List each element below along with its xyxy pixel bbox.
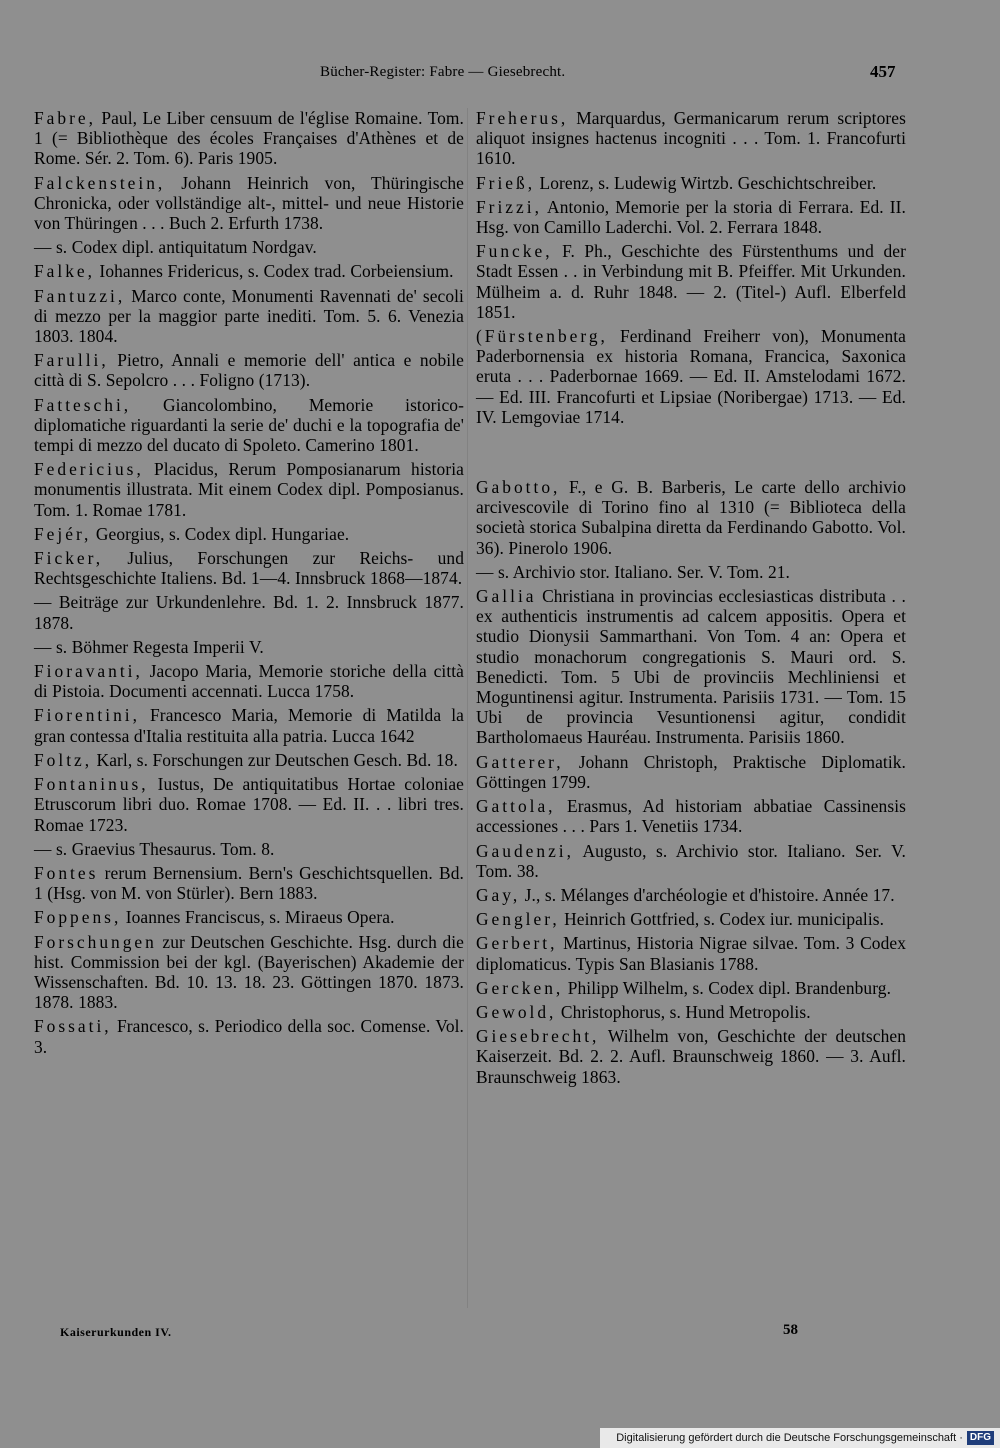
- register-entry: [476, 885, 906, 905]
- register-entry: [34, 637, 464, 657]
- entry-text: — s. Codex dipl. antiquitatum Nordgav.: [34, 237, 317, 258]
- register-entry: [476, 586, 906, 748]
- entry-heading: Fabre,: [34, 108, 96, 128]
- register-entry: [476, 796, 906, 836]
- entry-heading: Gatterer,: [476, 751, 564, 772]
- register-entry: [476, 752, 906, 792]
- entry-heading: Fontaninus,: [34, 774, 149, 795]
- entry-heading: Fatteschi,: [34, 394, 132, 415]
- entry-heading: Falckenstein,: [34, 172, 166, 193]
- register-entry: [34, 1016, 464, 1056]
- register-entry: [34, 350, 464, 390]
- entry-text: Giancolombino, Memorie istorico-diplomatiche riguardanti la serie de' duchi e la topografia de' tempi di mezzo del ducato di Spoleto. Camerino 1801.: [34, 394, 464, 456]
- entry-text: Johann Christoph, Praktische Diplomatik. Göttingen 1799.: [476, 751, 906, 792]
- entry-heading: Fioravanti,: [34, 661, 143, 682]
- entry-text: — s. Archivio stor. Italiano. Ser. V. Tom. 21.: [476, 561, 791, 582]
- entry-text: Francesco, s. Periodico della soc. Comense. Vol. 3.: [34, 1016, 464, 1057]
- entry-heading: Frizzi,: [476, 196, 542, 217]
- register-entry: [34, 108, 464, 169]
- digitization-banner: [600, 1428, 1000, 1448]
- register-entry: [34, 705, 464, 745]
- register-entry: [34, 774, 464, 835]
- register-entry: [34, 524, 464, 544]
- entry-text: — s. Böhmer Regesta Imperii V.: [34, 636, 264, 657]
- entry-heading: Fantuzzi,: [34, 285, 126, 306]
- entry-text: Christiana in provincias ecclesiasticas distributa . . ex authenticis instrumentis ad calcem appositis. Opera et studio Dionysii Sammarthani. Von Tom. 4 an: Opera et studio monachorum congregationis S. Mauri ord. S. Benedicti. Tom. 5 Ubi de provinciis Mechliniensi et Moguntinensi agitur. Instrumenta. Parisiis 1731. — Tom. 15 Ubi de provincia Vesuntionensi agitur, condidit Bartholomaeus Hauréau. Instrumenta. Parisiis 1860.: [476, 586, 906, 748]
- entry-text: Augusto, s. Archivio stor. Italiano. Ser. V. Tom. 38.: [476, 840, 906, 881]
- entry-heading: Forschungen: [34, 931, 157, 952]
- entry-text: rerum Bernensium. Bern's Geschichtsquellen. Bd. 1 (Hsg. von M. von Stürler). Bern 1883.: [34, 862, 464, 904]
- entry-text: Iustus, De antiquitatibus Hortae coloniae Etruscorum libri duo. Romae 1708. — Ed. II. . . libri tres. Romae 1723.: [34, 774, 464, 835]
- entry-text: zur Deutschen Geschichte. Hsg. durch die hist. Commission bei der kgl. (Bayerischen) Akademie der Wissenschaften. Bd. 10. 13. 18. 23. Göttingen 1870. 1873. 1878. 1883.: [34, 931, 464, 1013]
- entry-text: Iohannes Fridericus, s. Codex trad. Corbeiensium.: [94, 261, 454, 282]
- entry-heading: Federicius,: [34, 459, 144, 480]
- entry-heading: Falke,: [34, 261, 95, 282]
- register-entry: [34, 661, 464, 701]
- sheet-number: 58: [783, 1322, 798, 1338]
- register-entry: [34, 932, 464, 1013]
- entry-heading: Foppens,: [34, 907, 122, 928]
- dfg-logo-icon: DFG: [967, 1431, 994, 1445]
- register-entry: [476, 1026, 906, 1087]
- entry-heading: Freherus,: [476, 108, 569, 128]
- entry-heading: Gercken,: [476, 977, 564, 998]
- entry-text: J., s. Mélanges d'archéologie et d'histoire. Année 17.: [520, 884, 895, 905]
- register-entry: [34, 592, 464, 632]
- register-entry: [476, 197, 906, 237]
- entry-text: Pietro, Annali e memorie dell' antica e nobile città di S. Sepolcro . . . Foligno (1713).: [34, 350, 464, 391]
- entry-heading: Fontes: [34, 862, 99, 883]
- register-entry: [34, 750, 464, 770]
- right-column: [476, 108, 906, 1091]
- entry-text: Martinus, Historia Nigrae silvae. Tom. 3 Codex diplomaticus. Typis San Blasianis 1788.: [476, 933, 906, 974]
- entry-text: Philipp Wilhelm, s. Codex dipl. Brandenburg.: [563, 977, 892, 998]
- register-entry: [476, 841, 906, 881]
- header-title: Bücher-Register: Fabre — Giesebrecht.: [320, 64, 566, 80]
- register-entry: [34, 548, 464, 588]
- entry-heading: Gallia: [476, 586, 537, 607]
- entry-heading: Gengler,: [476, 909, 560, 930]
- entry-text: Christophorus, s. Hund Metropolis.: [556, 1001, 811, 1022]
- entry-text: Paul, Le Liber censuum de l'église Romaine. Tom. 1 (= Bibliothèque des écoles Françaises d'Athènes et de Rome. Sér. 2. Tom. 6). Paris 1905.: [34, 108, 464, 169]
- entry-text: Johann Heinrich von, Thüringische Chronicka, oder vollständige alt-, mittel- und neue Historie von Thüringen . . . Buch 2. Erfurth 1738.: [34, 172, 464, 234]
- entry-heading: Fossati,: [34, 1016, 112, 1037]
- running-header: [0, 62, 1000, 92]
- register-entry: [476, 978, 906, 998]
- entry-text: Lorenz, s. Ludewig Wirtzb. Geschichtschreiber.: [535, 172, 877, 193]
- entry-heading: (Fürstenberg,: [476, 326, 608, 347]
- entry-text: F. Ph., Geschichte des Fürstenthums und der Stadt Essen . . in Verbindung mit B. Pfeiffer. Mit Urkunden. Mülheim a. d. Ruhr 1848. — 2. (Titel-) Aufl. Elberfeld 1851.: [476, 241, 906, 322]
- register-entry: [476, 326, 906, 427]
- entry-heading: Gerbert,: [476, 933, 558, 954]
- entry-text: Heinrich Gottfried, s. Codex iur. municipalis.: [559, 909, 885, 930]
- register-entry: [34, 839, 464, 859]
- register-entry: [476, 477, 906, 558]
- column-divider: [467, 108, 468, 1308]
- signature-mark: Kaiserurkunden IV.: [60, 1325, 172, 1339]
- entry-text: Jacopo Maria, Memorie storiche della città di Pistoia. Documenti accennati. Lucca 1758.: [34, 661, 464, 702]
- register-entry: [34, 237, 464, 257]
- register-entry: [476, 241, 906, 322]
- entry-text: Wilhelm von, Geschichte der deutschen Kaiserzeit. Bd. 2. 2. Aufl. Braunschweig 1860. — 3. Aufl. Braunschweig 1863.: [476, 1026, 906, 1087]
- entry-text: Placidus, Rerum Pomposianarum historia monumentis illustrata. Mit einem Codex dipl. Pomposianus. Tom. 1. Romae 1781.: [34, 459, 464, 520]
- entry-text: Ferdinand Freiherr von), Monumenta Paderbornensia ex historia Romana, Francica, Saxonica eruta . . . Paderbornae 1669. — Ed. II. Amstelodami 1672. — Ed. III. Francofurti et Lipsiae (Noribergae) 1713. — Ed. IV. Lemgoviae 1714.: [476, 326, 906, 427]
- entry-heading: Gewold,: [476, 1001, 557, 1022]
- entry-text: Karl, s. Forschungen zur Deutschen Gesch. Bd. 18.: [92, 749, 458, 770]
- register-entry: [476, 108, 906, 169]
- register-entry: [34, 907, 464, 927]
- entry-text: Antonio, Memorie per la storia di Ferrara. Ed. II. Hsg. von Camillo Laderchi. Vol. 2. Ferrara 1848.: [476, 196, 906, 238]
- entry-text: Georgius, s. Codex dipl. Hungariae.: [91, 523, 350, 544]
- register-entry: [34, 459, 464, 520]
- entry-text: — s. Graevius Thesaurus. Tom. 8.: [34, 838, 275, 859]
- register-entry: [476, 562, 906, 582]
- entry-text: — Beiträge zur Urkundenlehre. Bd. 1. 2. Innsbruck 1877. 1878.: [34, 592, 464, 633]
- entry-text: Marco conte, Monumenti Ravennati de' secoli di mezzo per la maggior parte inediti. Tom. 5. 6. Venezia 1803. 1804.: [34, 285, 464, 347]
- register-entry: [34, 286, 464, 347]
- entry-heading: Frieß,: [476, 172, 536, 193]
- entry-text: F., e G. B. Barberis, Le carte dello archivio arcivescovile di Torino fino al 1310 (= Biblioteca della società storica Subalpina diretta da Ferdinando Gabotto. Vol. 36). Pinerolo 1906.: [476, 477, 906, 558]
- entry-text: Francesco Maria, Memorie di Matilda la gran contessa d'Italia restituita alla patria. Lucca 1642: [34, 705, 464, 746]
- left-column: [34, 108, 464, 1061]
- register-entry: [476, 933, 906, 973]
- register-entry: [34, 395, 464, 456]
- entry-heading: Farulli,: [34, 350, 109, 371]
- register-entry: [476, 1002, 906, 1022]
- entry-heading: Giesebrecht,: [476, 1026, 600, 1047]
- entry-text: Erasmus, Ad historiam abbatiae Cassinensis accessiones . . . Pars 1. Venetiis 1734.: [476, 796, 906, 837]
- entry-text: Ioannes Franciscus, s. Miraeus Opera.: [121, 907, 395, 928]
- entry-text: Julius, Forschungen zur Reichs- und Rechtsgeschichte Italiens. Bd. 1—4. Innsbruck 1868—1874.: [34, 548, 464, 589]
- register-entry: [476, 909, 906, 929]
- entry-heading: Foltz,: [34, 749, 93, 770]
- entry-heading: Gabotto,: [476, 477, 561, 498]
- entry-heading: Gattola,: [476, 796, 556, 817]
- register-entry: [34, 863, 464, 903]
- register-entry: [34, 261, 464, 281]
- page-number: 457: [870, 62, 896, 81]
- digitization-note: Digitalisierung gefördert durch die Deutsche Forschungsgemeinschaft ·: [616, 1432, 963, 1444]
- entry-heading: Fejér,: [34, 523, 92, 544]
- entry-heading: Funcke,: [476, 241, 553, 262]
- entry-heading: Fiorentini,: [34, 705, 140, 726]
- entry-text: Marquardus, Germanicarum rerum scriptores aliquot insignes hactenus incogniti . . . Tom. 1. Francofurti 1610.: [476, 108, 906, 169]
- register-entry: [34, 173, 464, 234]
- entry-heading: Ficker,: [34, 548, 104, 569]
- entry-heading: Gaudenzi,: [476, 840, 574, 861]
- register-entry: [476, 173, 906, 193]
- entry-heading: Gay,: [476, 884, 521, 905]
